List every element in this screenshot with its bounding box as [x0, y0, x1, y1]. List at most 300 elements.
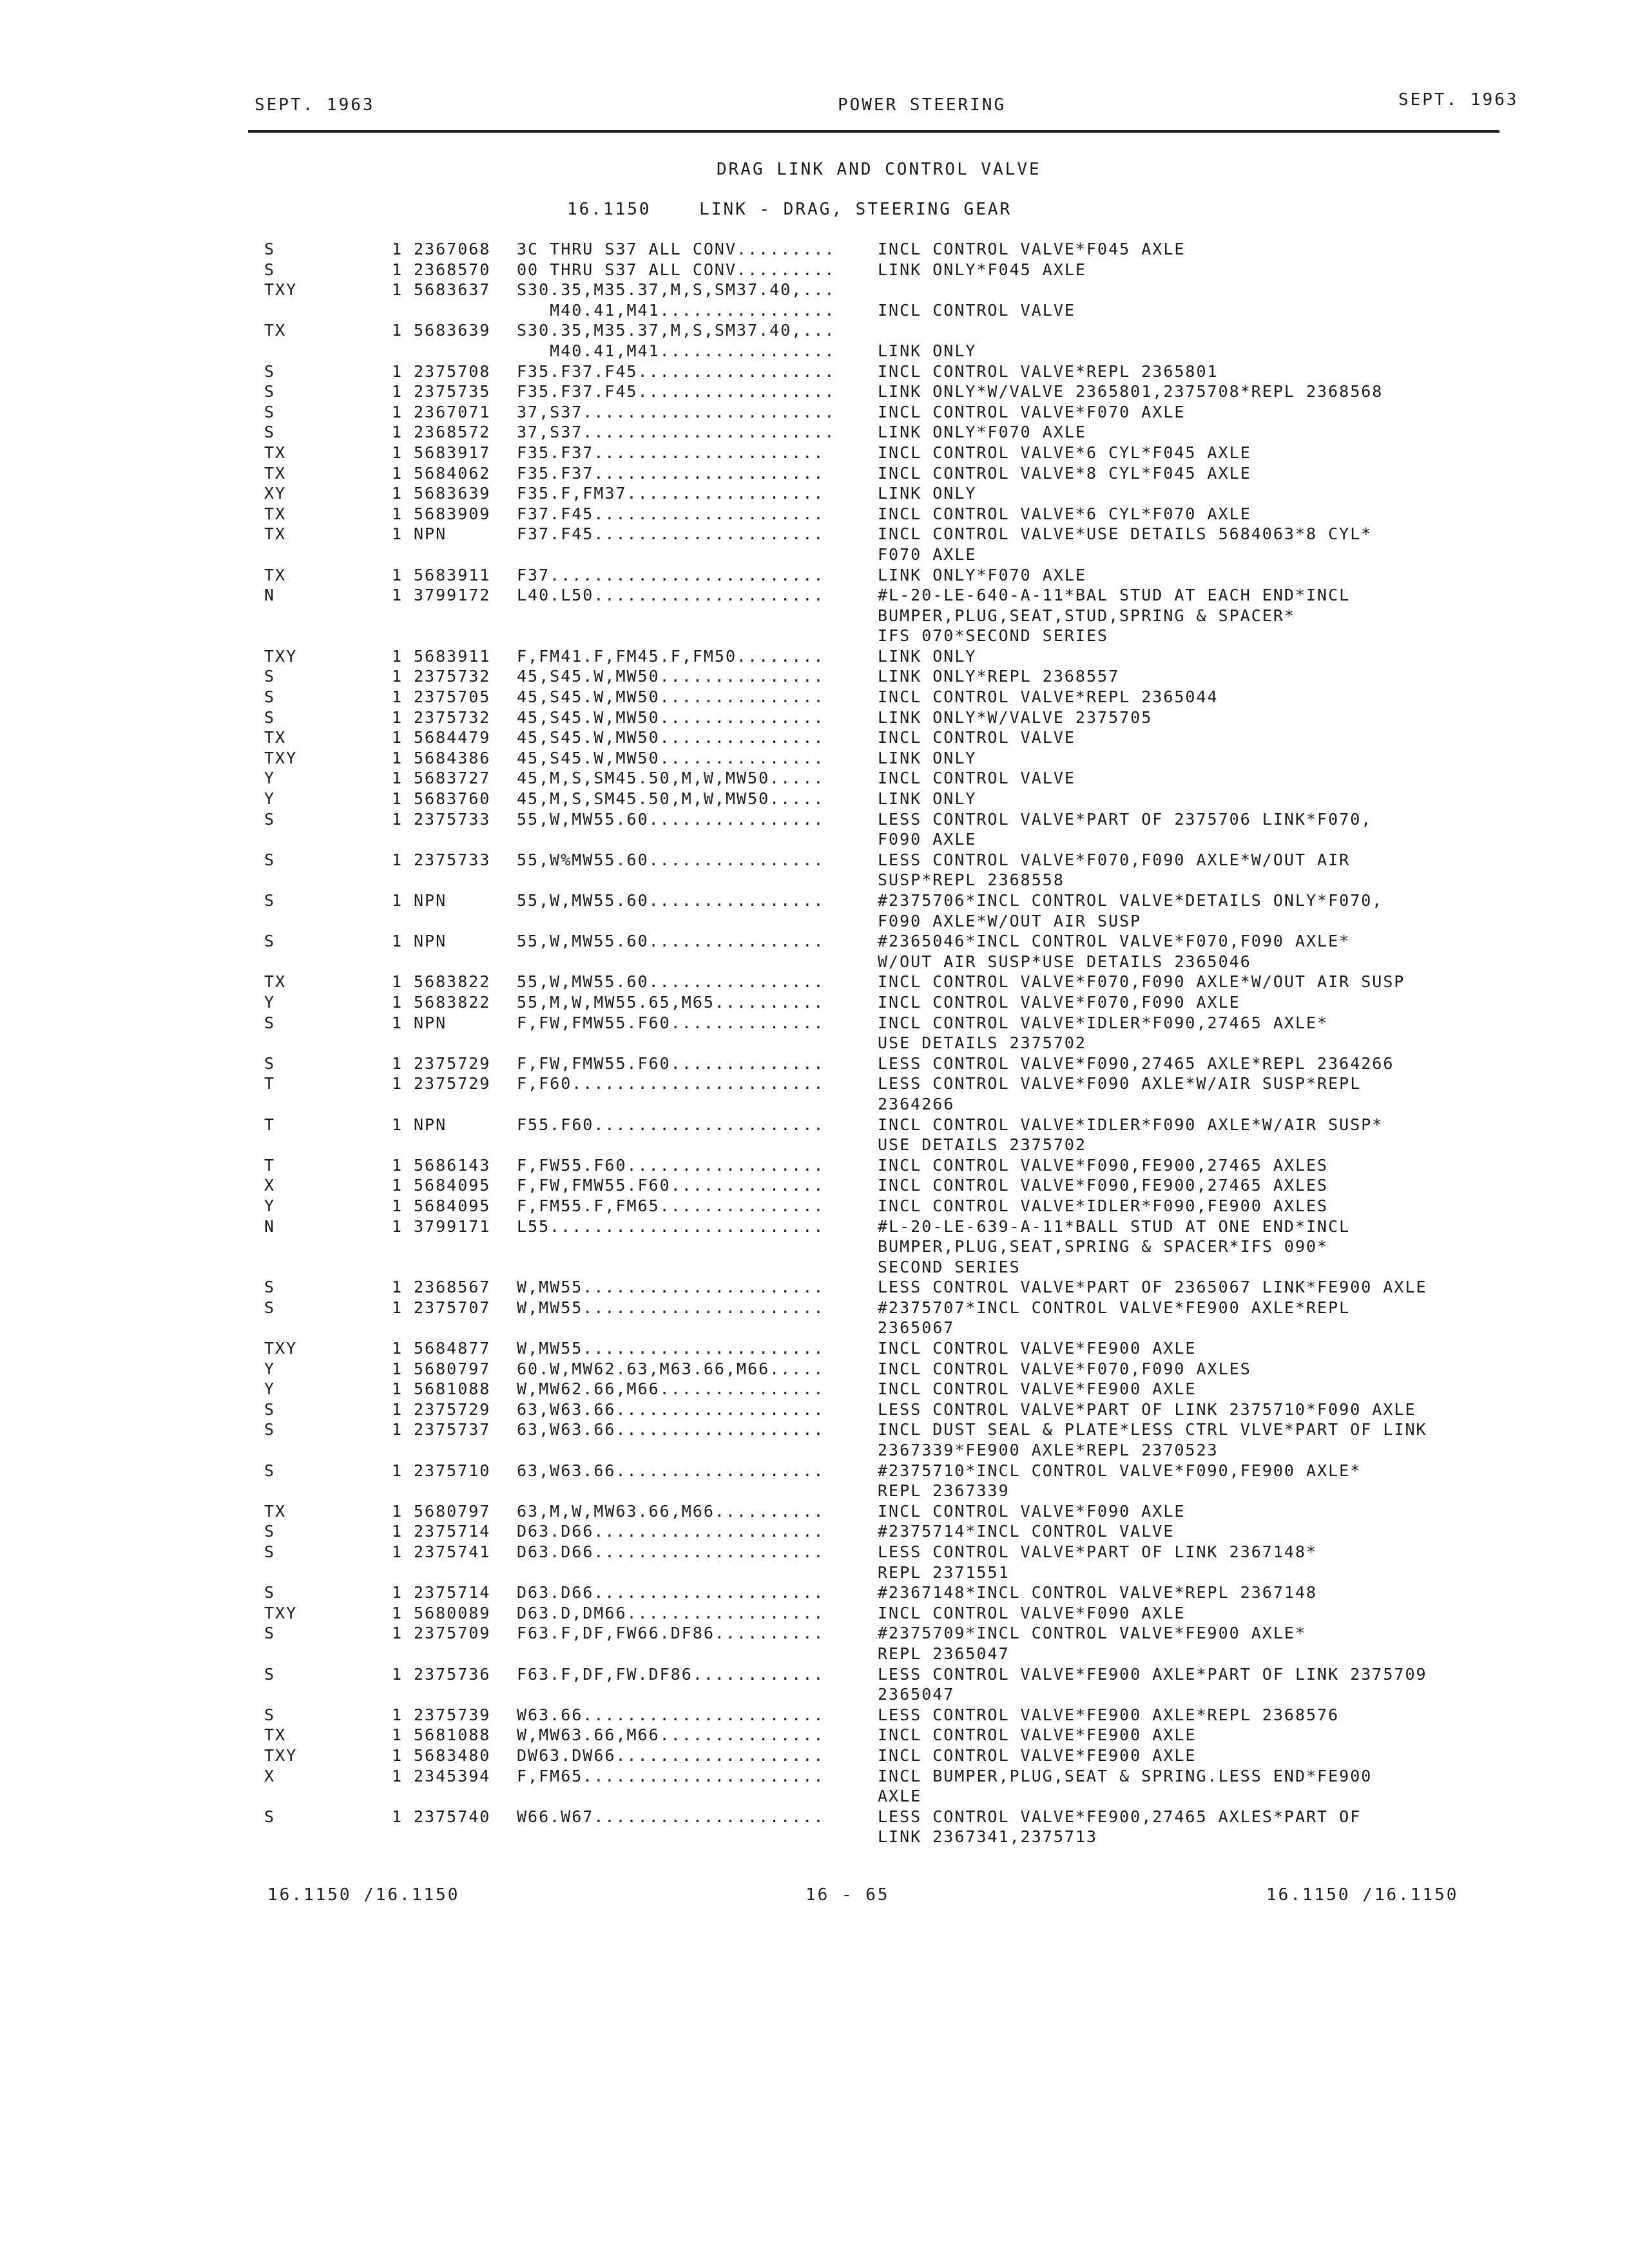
- parts-row: [0, 240, 1629, 260]
- parts-code: Y: [264, 1196, 276, 1215]
- parts-app: 45,M,S,SM45.50,M,W,MW50.....: [517, 769, 825, 788]
- parts-code: S: [264, 1013, 276, 1032]
- parts-app: F63.F,DF,FW.DF86............: [517, 1664, 825, 1684]
- parts-desc: INCL CONTROL VALVE*F070,F090 AXLE: [878, 992, 1240, 1012]
- parts-row: [0, 830, 1629, 850]
- parts-app: F35.F37.....................: [517, 443, 825, 462]
- parts-desc: INCL CONTROL VALVE*IDLER*F090 AXLE*W/AIR SUSP*: [878, 1115, 1383, 1134]
- parts-app: F,FM55.F,FM65...............: [517, 1196, 825, 1215]
- parts-pn: 5683822: [414, 992, 491, 1012]
- parts-row: [0, 626, 1629, 647]
- parts-qty: 1: [392, 1399, 403, 1419]
- parts-app: 55,W,MW55.60................: [517, 972, 825, 992]
- parts-desc: INCL CONTROL VALVE*FE900 AXLE: [878, 1379, 1197, 1399]
- parts-desc: 2365047: [878, 1685, 955, 1704]
- parts-app: 37,S37.......................: [517, 423, 836, 442]
- parts-pn: 3799172: [414, 586, 491, 605]
- parts-row: [0, 341, 1629, 362]
- parts-pn: 2375709: [414, 1624, 491, 1643]
- parts-desc: USE DETAILS 2375702: [878, 1033, 1086, 1053]
- parts-desc: 2367339*FE900 AXLE*REPL 2370523: [878, 1441, 1219, 1460]
- parts-code: S: [264, 1278, 276, 1297]
- parts-desc: LESS CONTROL VALVE*PART OF 2375706 LINK*F070,: [878, 809, 1373, 829]
- parts-app: D63.D,DM66..................: [517, 1603, 825, 1622]
- parts-row: [0, 280, 1629, 301]
- parts-qty: 1: [392, 382, 403, 401]
- parts-app: 63,W63.66...................: [517, 1420, 825, 1439]
- parts-app: F,FW,FMW55.F60..............: [517, 1053, 825, 1073]
- parts-pn: 2367071: [414, 402, 491, 421]
- parts-code: TX: [264, 463, 287, 483]
- parts-desc: LESS CONTROL VALVE*PART OF 2365067 LINK*FE900 AXLE: [878, 1278, 1427, 1297]
- parts-row: [0, 1542, 1629, 1563]
- parts-row: [0, 606, 1629, 627]
- parts-qty: 1: [392, 321, 403, 340]
- parts-desc: INCL CONTROL VALVE: [878, 300, 1075, 320]
- parts-app: W,MW55......................: [517, 1298, 825, 1317]
- parts-pn: 5683480: [414, 1745, 491, 1765]
- parts-qty: 1: [392, 280, 403, 300]
- parts-pn: 2375741: [414, 1542, 491, 1561]
- parts-row: [0, 566, 1629, 586]
- parts-qty: 1: [392, 1603, 403, 1622]
- parts-code: S: [264, 1298, 276, 1317]
- parts-code: S: [264, 932, 276, 951]
- parts-row: [0, 1237, 1629, 1258]
- parts-row: [0, 321, 1629, 341]
- parts-row: [0, 1583, 1629, 1604]
- parts-app: D63.D66.....................: [517, 1522, 825, 1541]
- parts-row: [0, 1706, 1629, 1726]
- parts-row: [0, 1400, 1629, 1421]
- parts-qty: 1: [392, 402, 403, 421]
- parts-row: [0, 1014, 1629, 1034]
- parts-app: 45,S45.W,MW50...............: [517, 728, 825, 747]
- parts-pn: 2345394: [414, 1766, 491, 1785]
- parts-qty: 1: [392, 1522, 403, 1541]
- parts-qty: 1: [392, 646, 403, 666]
- parts-row: [0, 769, 1629, 789]
- parts-qty: 1: [392, 1379, 403, 1399]
- parts-app: W66.W67.....................: [517, 1807, 825, 1826]
- parts-pn: 5681088: [414, 1379, 491, 1399]
- parts-row: [0, 1033, 1629, 1054]
- parts-qty: 1: [392, 707, 403, 727]
- parts-desc: 2365067: [878, 1318, 955, 1338]
- parts-desc: #2375706*INCL CONTROL VALVE*DETAILS ONLY*F070,: [878, 891, 1383, 910]
- parts-code: N: [264, 586, 276, 605]
- parts-pn: 2375729: [414, 1074, 491, 1093]
- parts-row: [0, 810, 1629, 831]
- parts-row: [0, 1746, 1629, 1767]
- parts-desc: F090 AXLE: [878, 830, 977, 849]
- parts-code: TX: [264, 972, 287, 992]
- parts-desc: #2375707*INCL CONTROL VALVE*FE900 AXLE*REPL: [878, 1298, 1351, 1317]
- parts-app: 63,W63.66...................: [517, 1461, 825, 1480]
- parts-desc: REPL 2365047: [878, 1644, 1010, 1663]
- parts-code: TX: [264, 728, 287, 747]
- parts-code: TXY: [264, 1339, 298, 1358]
- parts-row: [0, 586, 1629, 606]
- parts-qty: 1: [392, 1542, 403, 1561]
- parts-row: [0, 1095, 1629, 1115]
- parts-desc: INCL CONTROL VALVE*F045 AXLE: [878, 240, 1186, 258]
- parts-row: [0, 891, 1629, 912]
- header-rule: [248, 130, 1499, 133]
- parts-qty: 1: [392, 1216, 403, 1236]
- parts-app: S30.35,M35.37,M,S,SM37.40,...: [517, 280, 836, 300]
- parts-row: [0, 972, 1629, 993]
- parts-row: [0, 1441, 1629, 1461]
- parts-row: [0, 505, 1629, 525]
- parts-row: [0, 1054, 1629, 1075]
- parts-code: S: [264, 1624, 276, 1643]
- parts-row: [0, 1258, 1629, 1278]
- parts-app: 45,S45.W,MW50...............: [517, 707, 825, 727]
- parts-row: [0, 728, 1629, 749]
- parts-qty: 1: [392, 972, 403, 992]
- parts-code: TX: [264, 504, 287, 523]
- parts-code: S: [264, 850, 276, 869]
- parts-app: F,FW,FMW55.F60..............: [517, 1176, 825, 1195]
- parts-qty: 1: [392, 1196, 403, 1215]
- parts-row: [0, 545, 1629, 566]
- parts-code: TX: [264, 443, 287, 462]
- parts-qty: 1: [392, 1278, 403, 1297]
- parts-code: S: [264, 1420, 276, 1439]
- parts-qty: 1: [392, 1461, 403, 1480]
- parts-code: Y: [264, 992, 276, 1012]
- parts-pn: 5683909: [414, 504, 491, 523]
- parts-desc: INCL CONTROL VALVE: [878, 769, 1075, 788]
- parts-app: F35.F37.....................: [517, 463, 825, 483]
- parts-code: S: [264, 687, 276, 707]
- parts-qty: 1: [392, 1339, 403, 1358]
- parts-pn: 2375733: [414, 809, 491, 829]
- parts-app: D63.D66.....................: [517, 1542, 825, 1561]
- parts-desc: LINK ONLY: [878, 748, 977, 767]
- parts-row: [0, 993, 1629, 1014]
- header-date-right: SEPT. 1963: [1398, 90, 1519, 110]
- parts-app: 3C THRU S37 ALL CONV.........: [517, 240, 836, 258]
- parts-pn: NPN: [414, 891, 447, 910]
- parts-code: TX: [264, 1501, 287, 1521]
- section-title: DRAG LINK AND CONTROL VALVE: [717, 160, 1041, 179]
- parts-row: [0, 1298, 1629, 1319]
- parts-pn: 5683917: [414, 443, 491, 462]
- parts-pn: 5683911: [414, 565, 491, 584]
- parts-row: [0, 749, 1629, 769]
- parts-desc: REPL 2367339: [878, 1481, 1010, 1501]
- parts-app: F63.F,DF,FW66.DF86..........: [517, 1624, 825, 1643]
- parts-code: S: [264, 1705, 276, 1724]
- footer-section-right: 16.1150 /16.1150: [1266, 1885, 1459, 1905]
- parts-desc: LESS CONTROL VALVE*FE900 AXLE*REPL 2368576: [878, 1705, 1340, 1724]
- parts-pn: 5680089: [414, 1603, 491, 1622]
- parts-desc: F090 AXLE*W/OUT AIR SUSP: [878, 911, 1142, 930]
- parts-code: S: [264, 1807, 276, 1826]
- parts-desc: BUMPER,PLUG,SEAT,SPRING & SPACER*IFS 090*: [878, 1237, 1329, 1256]
- parts-qty: 1: [392, 728, 403, 747]
- parts-row: [0, 1074, 1629, 1095]
- parts-desc: INCL CONTROL VALVE*F090,FE900,27465 AXLES: [878, 1176, 1329, 1195]
- parts-qty: 1: [392, 1298, 403, 1317]
- parts-pn: 2375714: [414, 1522, 491, 1541]
- parts-code: S: [264, 1522, 276, 1541]
- parts-code: Y: [264, 769, 276, 788]
- parts-row: [0, 1217, 1629, 1238]
- parts-row: [0, 260, 1629, 281]
- parts-qty: 1: [392, 1745, 403, 1765]
- parts-pn: 5683639: [414, 321, 491, 340]
- parts-pn: 5680797: [414, 1501, 491, 1521]
- parts-row: [0, 1685, 1629, 1706]
- parts-row: [0, 1624, 1629, 1644]
- parts-desc: LINK ONLY*W/VALVE 2375705: [878, 707, 1153, 727]
- parts-qty: 1: [392, 1583, 403, 1602]
- parts-row: [0, 789, 1629, 810]
- parts-app: F37.F45.....................: [517, 524, 825, 544]
- footer-section-left: 16.1150 /16.1150: [267, 1885, 460, 1905]
- parts-row: [0, 1522, 1629, 1542]
- parts-app: 63,W63.66...................: [517, 1399, 825, 1419]
- parts-qty: 1: [392, 1115, 403, 1134]
- parts-code: TXY: [264, 748, 298, 767]
- parts-row: [0, 484, 1629, 505]
- parts-qty: 1: [392, 1155, 403, 1175]
- parts-desc: INCL BUMPER,PLUG,SEAT & SPRING.LESS END*FE900: [878, 1766, 1373, 1785]
- parts-row: [0, 464, 1629, 485]
- parts-app: 37,S37.......................: [517, 402, 836, 421]
- parts-code: N: [264, 1216, 276, 1236]
- parts-pn: NPN: [414, 932, 447, 951]
- parts-desc: #L-20-LE-640-A-11*BAL STUD AT EACH END*INCL: [878, 586, 1351, 605]
- parts-desc: INCL DUST SEAL & PLATE*LESS CTRL VLVE*PART OF LINK: [878, 1420, 1427, 1439]
- parts-pn: 2375729: [414, 1399, 491, 1419]
- parts-code: S: [264, 1542, 276, 1561]
- parts-row: [0, 1156, 1629, 1177]
- parts-desc: INCL CONTROL VALVE*FE900 AXLE: [878, 1745, 1197, 1765]
- parts-qty: 1: [392, 1176, 403, 1195]
- parts-code: T: [264, 1115, 276, 1134]
- parts-row: [0, 1135, 1629, 1156]
- parts-code: TX: [264, 524, 287, 544]
- parts-row: [0, 1318, 1629, 1339]
- parts-app: 00 THRU S37 ALL CONV.........: [517, 260, 836, 279]
- parts-desc: LESS CONTROL VALVE*F070,F090 AXLE*W/OUT AIR: [878, 850, 1351, 869]
- parts-pn: 5684095: [414, 1196, 491, 1215]
- parts-code: T: [264, 1155, 276, 1175]
- parts-app: 45,M,S,SM45.50,M,W,MW50.....: [517, 789, 825, 809]
- parts-app: 55,W,MW55.60................: [517, 932, 825, 951]
- parts-desc: INCL CONTROL VALVE*F090,FE900,27465 AXLES: [878, 1155, 1329, 1175]
- parts-row: [0, 1644, 1629, 1665]
- parts-row: [0, 1196, 1629, 1217]
- parts-code: S: [264, 382, 276, 401]
- parts-row: [0, 1461, 1629, 1482]
- parts-desc: REPL 2371551: [878, 1562, 1010, 1582]
- parts-row: [0, 1767, 1629, 1787]
- parts-row: [0, 708, 1629, 729]
- parts-qty: 1: [392, 1705, 403, 1724]
- parts-desc: SUSP*REPL 2368558: [878, 870, 1065, 890]
- parts-row: [0, 1725, 1629, 1746]
- parts-pn: 2375708: [414, 361, 491, 381]
- parts-row: [0, 382, 1629, 403]
- parts-qty: 1: [392, 1725, 403, 1745]
- parts-app: F35.F,FM37..................: [517, 484, 825, 503]
- parts-pn: 2368570: [414, 260, 491, 279]
- parts-pn: NPN: [414, 524, 447, 544]
- parts-row: [0, 1787, 1629, 1807]
- parts-row: [0, 362, 1629, 383]
- subsection-title: 16.1150 LINK - DRAG, STEERING GEAR: [567, 200, 1012, 219]
- parts-pn: 2375729: [414, 1053, 491, 1073]
- parts-pn: 5684386: [414, 748, 491, 767]
- parts-desc: IFS 070*SECOND SERIES: [878, 626, 1109, 646]
- parts-code: TX: [264, 1725, 287, 1745]
- parts-pn: 5683637: [414, 280, 491, 300]
- parts-code: S: [264, 1461, 276, 1480]
- parts-desc: LESS CONTROL VALVE*PART OF LINK 2367148*: [878, 1542, 1318, 1561]
- parts-desc: USE DETAILS 2375702: [878, 1135, 1086, 1155]
- parts-desc: LINK ONLY: [878, 341, 977, 360]
- parts-desc: INCL CONTROL VALVE*FE900 AXLE: [878, 1725, 1197, 1745]
- parts-pn: 2375733: [414, 850, 491, 869]
- parts-app: F,FM65......................: [517, 1766, 825, 1785]
- parts-qty: 1: [392, 1766, 403, 1785]
- parts-pn: 2375705: [414, 687, 491, 707]
- parts-pn: 5683639: [414, 484, 491, 503]
- parts-row: [0, 443, 1629, 464]
- parts-qty: 1: [392, 484, 403, 503]
- parts-pn: 5684877: [414, 1339, 491, 1358]
- parts-row: [0, 1360, 1629, 1380]
- parts-pn: 2375714: [414, 1583, 491, 1602]
- parts-pn: 5683822: [414, 972, 491, 992]
- parts-pn: 5684062: [414, 463, 491, 483]
- parts-pn: 2375735: [414, 382, 491, 401]
- parts-app: 55,M,W,MW55.65,M65..........: [517, 992, 825, 1012]
- parts-app: D63.D66.....................: [517, 1583, 825, 1602]
- parts-code: S: [264, 361, 276, 381]
- parts-app: F,FW55.F60..................: [517, 1155, 825, 1175]
- parts-app: F37.F45.....................: [517, 504, 825, 523]
- parts-pn: NPN: [414, 1115, 447, 1134]
- parts-code: S: [264, 1583, 276, 1602]
- parts-qty: 1: [392, 850, 403, 869]
- parts-row: [0, 687, 1629, 708]
- parts-qty: 1: [392, 1013, 403, 1032]
- parts-code: S: [264, 891, 276, 910]
- parts-qty: 1: [392, 687, 403, 707]
- parts-qty: 1: [392, 1053, 403, 1073]
- parts-app: 55,W,MW55.60................: [517, 809, 825, 829]
- parts-pn: 2375707: [414, 1298, 491, 1317]
- parts-desc: LINK ONLY*F070 AXLE: [878, 565, 1086, 584]
- parts-row: [0, 912, 1629, 932]
- parts-pn: 5684479: [414, 728, 491, 747]
- parts-app: L55.........................: [517, 1216, 825, 1236]
- parts-pn: 5683760: [414, 789, 491, 809]
- parts-app: F,FM41.F,FM45.F,FM50........: [517, 646, 825, 666]
- parts-desc: #2365046*INCL CONTROL VALVE*F070,F090 AXLE*: [878, 932, 1351, 951]
- parts-qty: 1: [392, 789, 403, 809]
- parts-row: [0, 1115, 1629, 1136]
- parts-pn: 2375737: [414, 1420, 491, 1439]
- parts-row: [0, 1176, 1629, 1196]
- parts-desc: LINK ONLY*F070 AXLE: [878, 423, 1086, 442]
- parts-list: [0, 240, 1629, 1848]
- parts-app: 55,W%MW55.60................: [517, 850, 825, 869]
- parts-code: S: [264, 423, 276, 442]
- parts-desc: INCL CONTROL VALVE*REPL 2365044: [878, 687, 1219, 707]
- parts-app: L40.L50.....................: [517, 586, 825, 605]
- parts-desc: LINK ONLY*F045 AXLE: [878, 260, 1086, 279]
- parts-code: TX: [264, 321, 287, 340]
- parts-app: F,F60.......................: [517, 1074, 825, 1093]
- header-title: POWER STEERING: [838, 95, 1007, 115]
- parts-qty: 1: [392, 463, 403, 483]
- parts-desc: #2375710*INCL CONTROL VALVE*F090,FE900 AXLE*: [878, 1461, 1362, 1480]
- parts-desc: W/OUT AIR SUSP*USE DETAILS 2365046: [878, 952, 1251, 971]
- parts-pn: 5686143: [414, 1155, 491, 1175]
- parts-row: [0, 1481, 1629, 1502]
- parts-row: [0, 1665, 1629, 1686]
- parts-row: [0, 667, 1629, 687]
- parts-pn: 5683911: [414, 646, 491, 666]
- parts-pn: 5680797: [414, 1359, 491, 1378]
- parts-row: [0, 1420, 1629, 1441]
- parts-qty: 1: [392, 1664, 403, 1684]
- parts-qty: 1: [392, 1807, 403, 1826]
- parts-desc: SECOND SERIES: [878, 1257, 1021, 1276]
- parts-pn: 3799171: [414, 1216, 491, 1236]
- parts-row: [0, 1339, 1629, 1360]
- parts-row: [0, 301, 1629, 322]
- parts-qty: 1: [392, 1420, 403, 1439]
- parts-qty: 1: [392, 524, 403, 544]
- parts-pn: 5681088: [414, 1725, 491, 1745]
- parts-row: [0, 850, 1629, 871]
- parts-app: 63,M,W,MW63.66,M66..........: [517, 1501, 825, 1521]
- parts-desc: #2367148*INCL CONTROL VALVE*REPL 2367148: [878, 1583, 1318, 1602]
- parts-desc: BUMPER,PLUG,SEAT,STUD,SPRING & SPACER*: [878, 606, 1295, 625]
- parts-desc: LINK ONLY: [878, 789, 977, 809]
- parts-desc: INCL CONTROL VALVE: [878, 728, 1075, 747]
- parts-row: [0, 932, 1629, 952]
- parts-desc: INCL CONTROL VALVE*6 CYL*F070 AXLE: [878, 504, 1251, 523]
- parts-desc: #2375709*INCL CONTROL VALVE*FE900 AXLE*: [878, 1624, 1306, 1643]
- parts-desc: LESS CONTROL VALVE*PART OF LINK 2375710*F090 AXLE: [878, 1399, 1416, 1419]
- parts-desc: LESS CONTROL VALVE*FE900 AXLE*PART OF LINK 2375709: [878, 1664, 1427, 1684]
- parts-code: S: [264, 402, 276, 421]
- parts-code: TXY: [264, 1745, 298, 1765]
- parts-desc: INCL CONTROL VALVE*F070,F090 AXLES: [878, 1359, 1251, 1378]
- parts-code: S: [264, 260, 276, 279]
- parts-desc: LESS CONTROL VALVE*FE900,27465 AXLES*PART OF: [878, 1807, 1362, 1826]
- parts-qty: 1: [392, 932, 403, 951]
- parts-desc: #L-20-LE-639-A-11*BALL STUD AT ONE END*INCL: [878, 1216, 1351, 1236]
- parts-code: Y: [264, 1359, 276, 1378]
- parts-desc: INCL CONTROL VALVE*USE DETAILS 5684063*8 CYL*: [878, 524, 1373, 544]
- parts-desc: INCL CONTROL VALVE*FE900 AXLE: [878, 1339, 1197, 1358]
- parts-row: [0, 1807, 1629, 1828]
- parts-pn: NPN: [414, 1013, 447, 1032]
- parts-qty: 1: [392, 748, 403, 767]
- parts-desc: LINK ONLY: [878, 646, 977, 666]
- parts-desc: LINK ONLY*REPL 2368557: [878, 667, 1120, 686]
